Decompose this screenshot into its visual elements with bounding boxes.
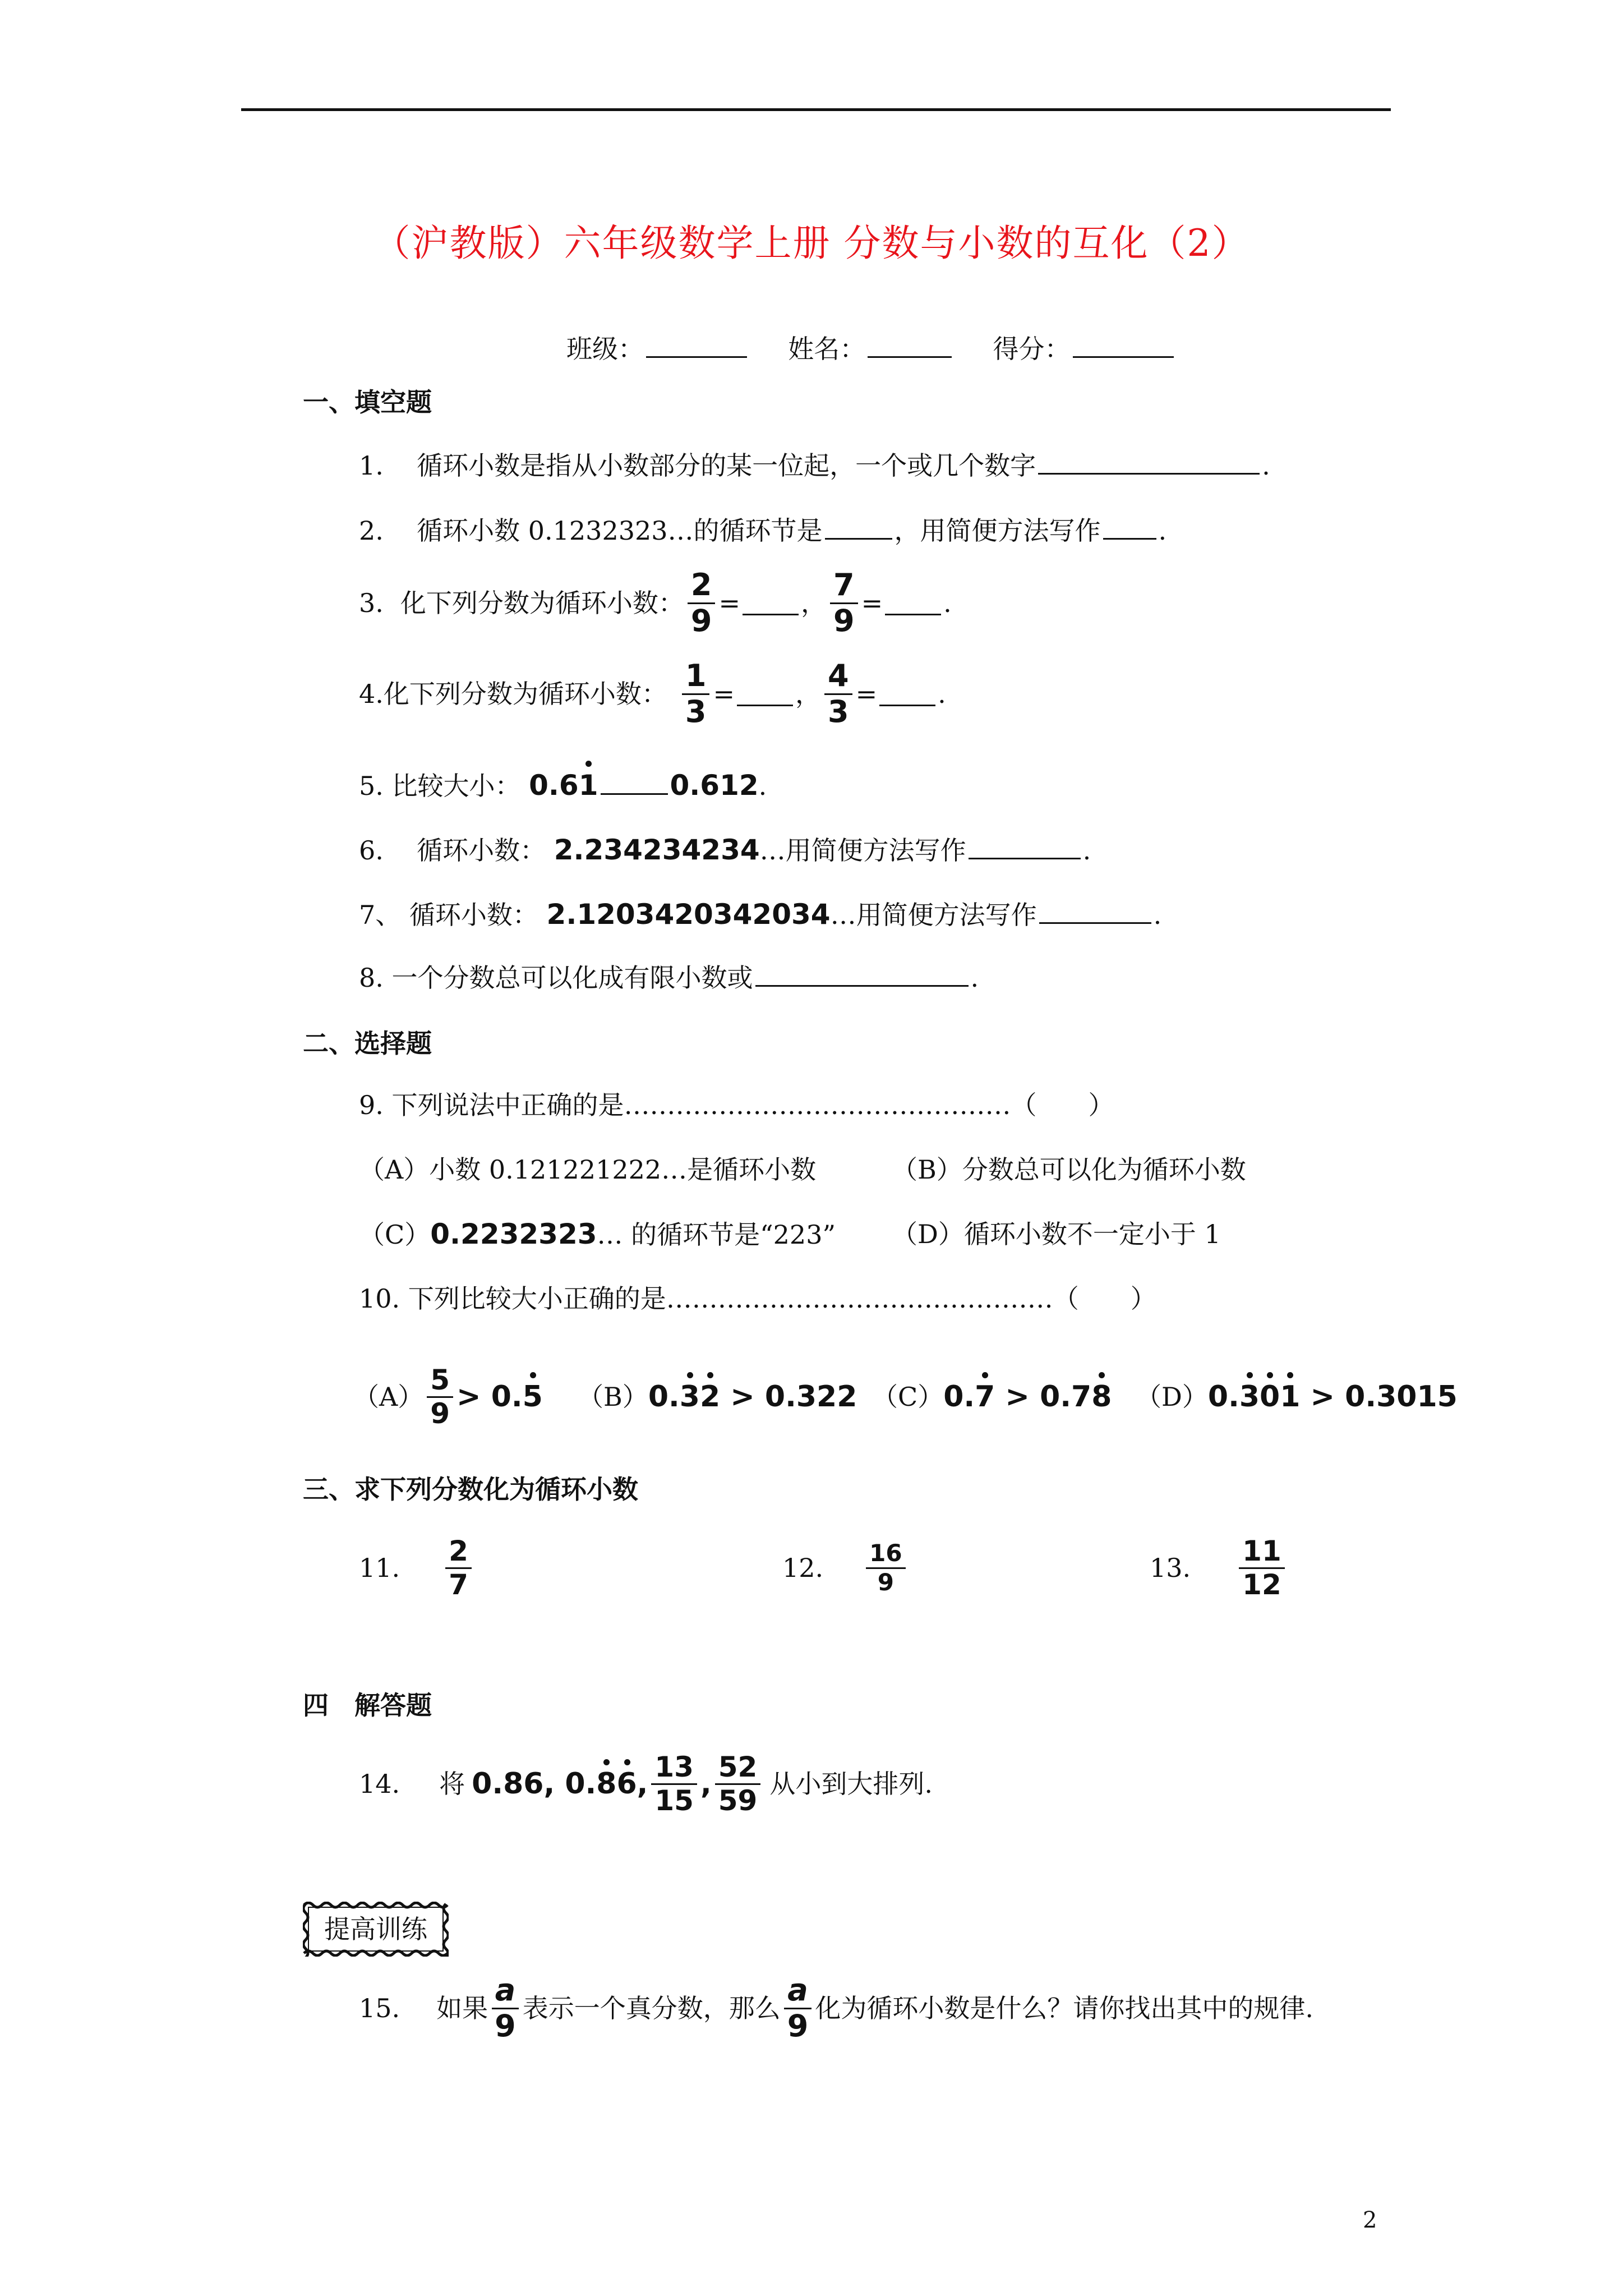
answer-blank[interactable] xyxy=(885,591,941,615)
denominator: 59 xyxy=(718,1784,758,1817)
header-rule xyxy=(241,108,1391,111)
page-title: （沪教版）六年级数学上册 分数与小数的互化（2） xyxy=(373,222,1250,265)
repeating-digit: 8 xyxy=(596,1767,617,1801)
denominator: 9 xyxy=(690,602,712,638)
digits: 0.6 xyxy=(529,769,579,802)
numerator: 16 xyxy=(866,1541,905,1568)
option-10c[interactable] xyxy=(872,1352,1112,1442)
repeating-digit: 3 xyxy=(1239,1380,1260,1414)
separator: ， xyxy=(801,588,827,618)
answer-blank[interactable] xyxy=(879,682,935,706)
section-heading-3: 三、求下列分数化为循环小数 xyxy=(303,1474,638,1504)
question-6 xyxy=(359,833,1091,867)
equals-sign: = xyxy=(861,588,883,618)
period: . xyxy=(1262,450,1270,481)
question-4 xyxy=(359,652,946,736)
repeating-digit: 6 xyxy=(616,1767,637,1801)
question-number: 7、 xyxy=(359,900,402,930)
option-9d[interactable]: （D）循环小数不一定小于 1 xyxy=(892,1219,1221,1249)
question-number: 8. xyxy=(359,963,384,993)
option-label: （C） xyxy=(872,1382,944,1412)
numerator: 2 xyxy=(445,1536,472,1569)
answer-blank[interactable] xyxy=(1038,450,1260,475)
option-9a[interactable]: （A）小数 0.121221222…是循环小数 xyxy=(359,1154,817,1185)
ellipsis: … xyxy=(759,835,786,866)
period: . xyxy=(970,963,979,993)
name-blank[interactable] xyxy=(868,334,952,358)
answer-blank[interactable] xyxy=(601,771,668,795)
question-text: 化下列分数为循环小数： xyxy=(400,588,684,618)
question-text: 下列比较大小正确的是………………………………………（ ） xyxy=(408,1283,1156,1314)
question-14 xyxy=(359,1739,933,1829)
question-8 xyxy=(359,961,979,995)
period: . xyxy=(758,771,767,801)
question-text: 循环小数 0.1232323…的循环节是 xyxy=(417,516,823,546)
repeating-decimal xyxy=(529,769,598,802)
answer-blank[interactable] xyxy=(1039,900,1151,924)
question-10 xyxy=(359,1282,1156,1315)
option-10d[interactable] xyxy=(1136,1352,1458,1442)
numerator: a xyxy=(492,1975,519,2009)
fraction xyxy=(651,1752,697,1815)
denominator: 3 xyxy=(828,693,849,729)
separator: , xyxy=(700,1767,712,1801)
question-text: 比较大小： xyxy=(391,771,521,801)
repeating-digit: 8 xyxy=(1091,1380,1112,1414)
equals-sign: = xyxy=(718,588,741,618)
question-text: ，用简便方法写作 xyxy=(894,516,1101,546)
denominator: 15 xyxy=(654,1784,694,1817)
question-12 xyxy=(782,1526,909,1610)
fraction xyxy=(715,1752,761,1815)
section-heading-1: 一、填空题 xyxy=(303,387,432,417)
student-info-line xyxy=(566,332,1176,366)
score-blank[interactable] xyxy=(1073,334,1174,358)
section-heading-4: 四 解答题 xyxy=(303,1690,432,1720)
question-15 xyxy=(359,1963,1313,2053)
denominator: 7 xyxy=(449,1568,468,1601)
denominator: 3 xyxy=(685,693,707,729)
fraction xyxy=(866,1541,905,1594)
question-5 xyxy=(359,769,767,803)
numerator: 2 xyxy=(688,569,716,604)
question-text: 用简便方法写作 xyxy=(785,835,966,866)
denominator: 9 xyxy=(787,2008,809,2044)
question-number: 2. xyxy=(359,516,384,546)
numerator: 11 xyxy=(1239,1536,1285,1569)
fraction xyxy=(824,657,852,729)
denominator: 9 xyxy=(877,1568,894,1596)
question-text: 化下列分数为循环小数： xyxy=(383,679,667,709)
question-number: 10. xyxy=(359,1283,400,1314)
repeating-digit: 3 xyxy=(679,1380,700,1414)
numerator: 1 xyxy=(682,660,710,695)
repeating-digit: 7 xyxy=(975,1380,995,1414)
class-blank[interactable] xyxy=(646,334,747,358)
answer-blank[interactable] xyxy=(755,963,969,987)
score-label: 得分： xyxy=(993,334,1071,364)
advanced-training-badge xyxy=(303,1902,449,1957)
decimal-value: 2.234234234 xyxy=(554,834,760,866)
fraction xyxy=(784,1972,812,2044)
period: . xyxy=(1158,516,1167,546)
question-text: 如果 xyxy=(436,1993,488,2023)
option-label: （B） xyxy=(578,1382,648,1412)
decimal-value: 2.1203420342034 xyxy=(546,898,831,931)
option-10a[interactable] xyxy=(353,1352,543,1442)
answer-blank[interactable] xyxy=(825,516,892,540)
question-3 xyxy=(359,561,952,645)
answer-blank[interactable] xyxy=(969,835,1081,859)
fraction xyxy=(491,1972,519,2044)
question-number: 3. xyxy=(359,588,384,618)
question-number: 5. xyxy=(359,771,384,801)
period: . xyxy=(1082,835,1091,866)
comparison: > 0.7 xyxy=(995,1380,1092,1414)
repeating-digit: 1 xyxy=(1280,1380,1301,1414)
option-label: （C） xyxy=(359,1220,431,1250)
comparison: > 0. xyxy=(457,1380,523,1414)
ellipsis: … xyxy=(830,900,856,930)
repeating-digit: 1 xyxy=(578,769,598,802)
fraction xyxy=(427,1365,453,1428)
question-text: 表示一个真分数，那么 xyxy=(522,1993,781,2023)
question-number: 9. xyxy=(359,1090,384,1120)
badge-label: 提高训练 xyxy=(324,1914,427,1944)
equals-sign: = xyxy=(855,679,878,709)
repeating-digit: 0 xyxy=(1260,1380,1280,1414)
question-number: 15. xyxy=(359,1993,400,2023)
numerator: 4 xyxy=(824,660,852,695)
denominator: 9 xyxy=(833,602,855,638)
fraction xyxy=(445,1536,472,1599)
option-label: （D） xyxy=(1136,1382,1208,1412)
denominator: 9 xyxy=(430,1397,450,1430)
option-9c[interactable] xyxy=(359,1217,836,1251)
question-number: 13. xyxy=(1150,1553,1191,1583)
equals-sign: = xyxy=(713,679,735,709)
separator: , xyxy=(637,1767,648,1801)
decimal-values: 0.86, 0. xyxy=(472,1767,597,1801)
name-label: 姓名： xyxy=(788,334,866,364)
decimal-value: 0.2232323 xyxy=(430,1218,597,1250)
question-text: 循环小数是指从小数部分的某一位起，一个或几个数字 xyxy=(417,450,1036,481)
question-text: 将 xyxy=(439,1769,465,1799)
repeating-digit: 2 xyxy=(699,1380,721,1414)
answer-blank[interactable] xyxy=(1103,516,1156,540)
numerator: 13 xyxy=(651,1752,697,1785)
answer-blank[interactable] xyxy=(743,591,799,615)
class-label: 班级： xyxy=(566,334,644,364)
question-number: 4. xyxy=(359,679,384,709)
option-9b[interactable]: （B）分数总可以化为循环小数 xyxy=(892,1154,1246,1185)
decimal-value: 0.612 xyxy=(670,769,759,802)
numerator: 7 xyxy=(830,569,858,604)
question-number: 6. xyxy=(359,835,384,866)
question-text: 循环小数： xyxy=(409,900,538,930)
question-text: 化为循环小数是什么？请你找出其中的规律. xyxy=(815,1993,1313,2023)
fraction xyxy=(1239,1536,1285,1599)
separator: ， xyxy=(795,679,822,709)
question-text: 从小到大排列. xyxy=(769,1769,933,1799)
digits: 0. xyxy=(648,1380,680,1414)
comparison: > 0.3015 xyxy=(1300,1380,1458,1414)
question-number: 14. xyxy=(359,1769,400,1799)
numerator: a xyxy=(784,1975,811,2009)
page-number: 2 xyxy=(1363,2207,1377,2233)
numerator: 52 xyxy=(715,1752,761,1785)
comparison: > 0.322 xyxy=(720,1380,857,1414)
question-7 xyxy=(359,898,1161,932)
question-number: 12. xyxy=(782,1553,824,1583)
question-text: 一个分数总可以化成有限小数或 xyxy=(391,963,753,993)
denominator: 9 xyxy=(495,2008,516,2044)
question-13 xyxy=(1150,1526,1288,1610)
question-text: 下列说法中正确的是………………………………………（ ） xyxy=(391,1090,1114,1120)
repeating-digit: 5 xyxy=(522,1380,543,1414)
period: . xyxy=(938,679,946,709)
question-1 xyxy=(359,449,1270,482)
question-text: 循环小数： xyxy=(417,835,546,866)
section-heading-2: 二、选择题 xyxy=(303,1028,432,1059)
period: . xyxy=(943,588,952,618)
digits: 0. xyxy=(1207,1380,1239,1414)
question-9 xyxy=(359,1088,1114,1122)
option-text: … 的循环节是“223” xyxy=(597,1220,836,1250)
question-11 xyxy=(359,1526,475,1610)
fraction xyxy=(682,657,710,729)
question-text: 用简便方法写作 xyxy=(856,900,1037,930)
option-10b[interactable] xyxy=(578,1352,857,1442)
period: . xyxy=(1153,900,1162,930)
fraction xyxy=(830,569,858,637)
digits: 0. xyxy=(943,1380,975,1414)
question-number: 11. xyxy=(359,1553,400,1583)
question-number: 1. xyxy=(359,450,384,481)
question-2 xyxy=(359,514,1166,547)
numerator: 5 xyxy=(427,1365,453,1398)
denominator: 12 xyxy=(1242,1568,1281,1601)
fraction xyxy=(688,569,716,637)
option-label: （A） xyxy=(353,1382,424,1412)
answer-blank[interactable] xyxy=(737,682,793,706)
